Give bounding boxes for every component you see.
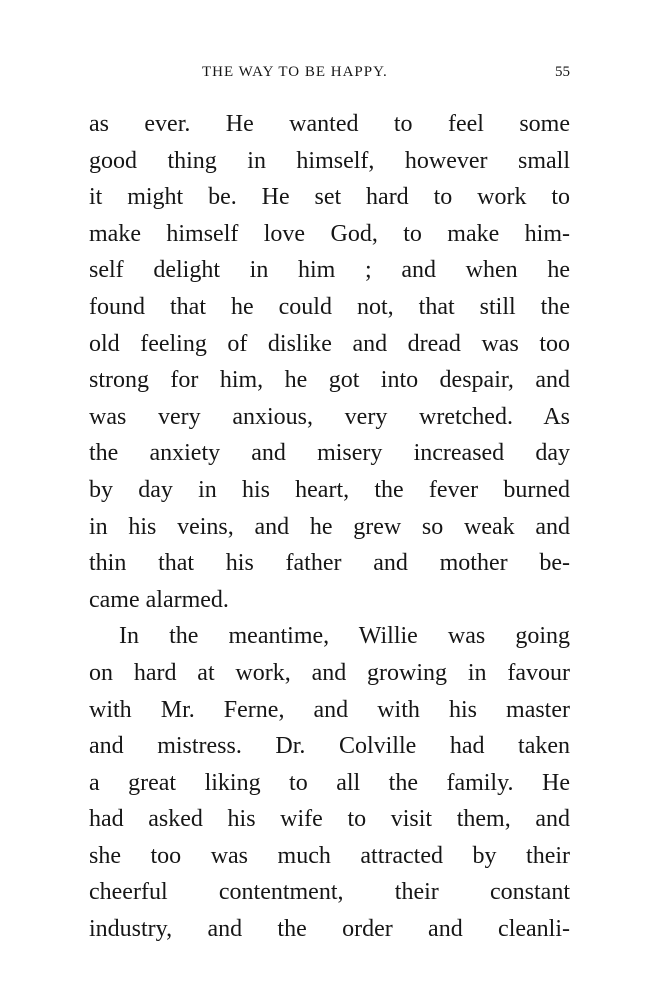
text-line: cheerful contentment, their constant xyxy=(89,879,570,906)
text-line: self delight in him ; and when he xyxy=(89,257,570,284)
text-line: had asked his wife to visit them, and xyxy=(89,806,570,833)
text-line: by day in his heart, the fever burned xyxy=(89,476,570,503)
text-line: she too was much attracted by their xyxy=(89,842,570,869)
body-text xyxy=(89,106,570,948)
running-head xyxy=(90,64,570,86)
text-line: a great liking to all the family. He xyxy=(89,769,570,796)
text-line: was very anxious, very wretched. As xyxy=(89,403,570,430)
text-line: good thing in himself, however small xyxy=(89,147,570,174)
text-line: in his veins, and he grew so weak and xyxy=(89,513,570,540)
text-line: strong for him, he got into despair, and xyxy=(89,367,570,394)
text-line: on hard at work, and growing in favour xyxy=(89,659,570,686)
page-number: 55 xyxy=(555,64,570,80)
text-line: make himself love God, to make him- xyxy=(89,220,570,247)
text-line: as ever. He wanted to feel some xyxy=(89,111,570,137)
paragraph-last-line: came alarmed. xyxy=(89,586,229,613)
text-line: it might be. He set hard to work to xyxy=(89,184,570,211)
text-line: old feeling of dislike and dread was too xyxy=(89,330,570,357)
running-title: THE WAY TO BE HAPPY. xyxy=(202,64,388,80)
paragraph-first-line: In the meantime, Willie was going xyxy=(119,623,570,650)
text-line: the anxiety and misery increased day xyxy=(89,440,570,467)
text-line: industry, and the order and cleanli- xyxy=(89,916,570,943)
text-line: found that he could not, that still the xyxy=(89,293,570,320)
text-line: with Mr. Ferne, and with his master xyxy=(89,696,570,723)
text-line: thin that his father and mother be- xyxy=(89,550,570,577)
text-line: and mistress. Dr. Colville had taken xyxy=(89,733,570,760)
